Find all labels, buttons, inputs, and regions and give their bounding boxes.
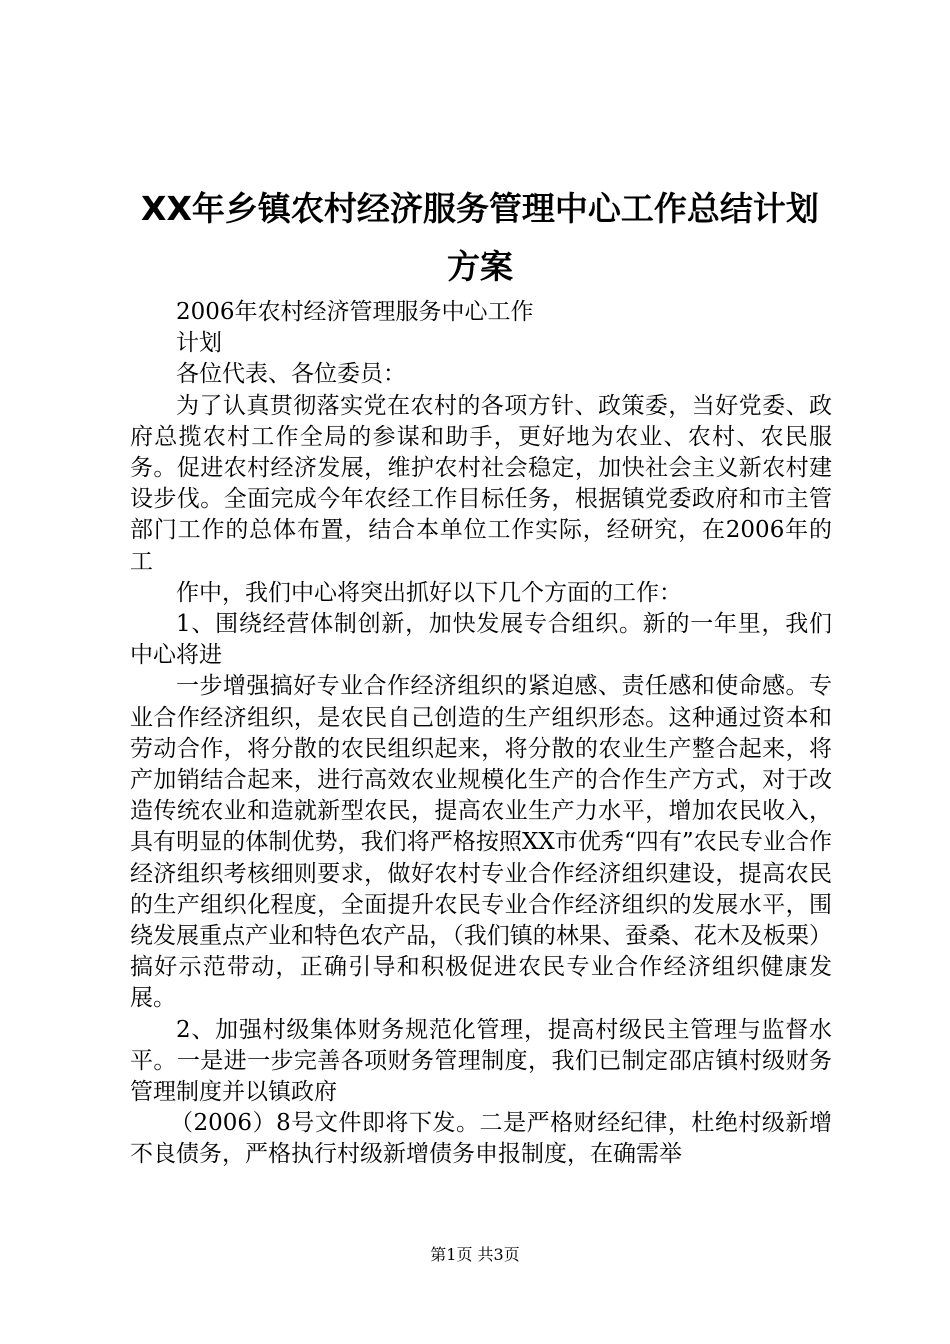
paragraph-3: 各位代表、各位委员： [176, 361, 406, 388]
page-footer: 第1页 共3页 [430, 1245, 520, 1264]
document-title: XX年乡镇农村经济服务管理中心工作总结计划方案 [141, 189, 819, 286]
paragraph-1: 2006年农村经济管理服务中心工作 [176, 299, 534, 325]
paragraph-4: 为了认真贯彻落实党在农村的各项方针、政策委，当好党委、政府总揽农村工作全局的参谋和助手，更好地为农业、农村、农民服务。促进农村经济发展，维护农村社会稳定，加快社会主义新农村建设步伐。全面完成今年农经工作目标任务，根据镇党委政府和市主管部门工作的总体布置，结合本单位工作实际，经研究，在2006年的工 [130, 392, 832, 575]
paragraph-5: 作中，我们中心将突出抓好以下几个方面的工作： [176, 579, 682, 606]
paragraph-7: 一步增强搞好专业合作经济组织的紧迫感、责任感和使命感。专业合作经济组织，是农民自己创造的生产组织形态。这种通过资本和劳动合作，将分散的农民组织起来，将分散的农业生产整合起来，将产加销结合起来，进行高效农业规模化生产的合作生产方式，对于改造传统农业和造就新型农民，提高农业生产力水平，增加农民收入，具有明显的体制优势，我们将严格按照XX市优秀“四有”农民专业合作经济组织考核细则要求，做好农村专业合作经济组织建设，提高农民的生产组织化程度，全面提升农民专业合作经济组织的发展水平，围绕发展重点产业和特色农产品，（我们镇的林果、蚕桑、花木及板栗）搞好示范带动，正确引导和积极促进农民专业合作经济组织健康发展。 [130, 673, 832, 1012]
paragraph-6: 1、围绕经营体制创新，加快发展专合组织。新的一年里，我们中心将进 [130, 611, 832, 669]
document-body [130, 297, 832, 1171]
paragraph-9: （2006）8号文件即将下发。二是严格财经纪律，杜绝村级新增不良债务，严格执行村级新增债务申报制度，在确需举 [130, 1110, 832, 1168]
paragraph-8: 2、加强村级集体财务规范化管理，提高村级民主管理与监督水平。一是进一步完善各项财务管理制度，我们已制定邵店镇村级财务管理制度并以镇政府 [130, 1016, 832, 1106]
paragraph-2: 计划 [176, 330, 222, 357]
